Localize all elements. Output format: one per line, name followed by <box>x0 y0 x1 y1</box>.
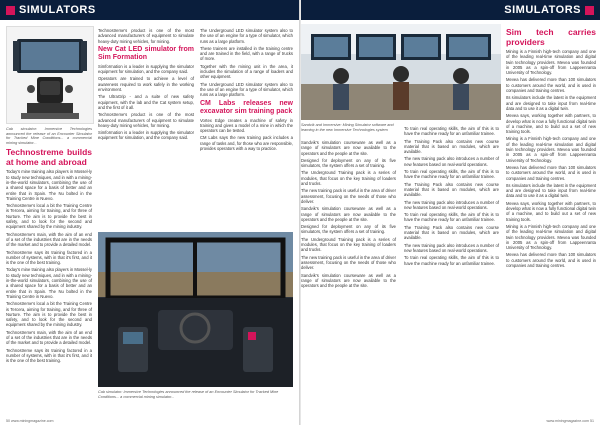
paragraph: Vortex Edge creates a machine of safety in training and gives a model of a mine in which the operators can be tested. <box>200 117 293 134</box>
paragraph: Mevea has delivered more than 100 simulators to customers around the world, and is used in companies and training centres. <box>506 164 596 181</box>
paragraph: These trainers are installed in the training centre and are trained in the field, with a range of trucks of more. <box>200 45 293 62</box>
article-headline: New Cat LED simulator from Sim Formation <box>98 45 194 61</box>
paragraph: Mining is a Finnish high-tech company and one of the leading real-time simulation and digital twin technology providers. Mevea was founded in 2005 as a spin-off from Lappeenranta University of Technology. <box>506 223 596 251</box>
section-marker-icon <box>585 6 594 15</box>
cab-image-caption: Cab simulator: Immersive Technologies announced the release of an Encounter Simulator for Tracked Mine Conditions... a commercial mining simulator... <box>98 390 279 399</box>
article-headline: Technostreme builds at home and abroad <box>6 147 92 167</box>
paragraph: Designed for deployment on any of its five simulators, the system offers a set of training. <box>301 224 396 235</box>
paragraph: Simformation is a leader in supplying the simulator equipment for simulation, and the company said. <box>98 130 194 141</box>
section-title: SIMULATORS <box>504 4 581 16</box>
paragraph: Technostreme's main, with the aim of an end of a set of the industries that are in the needs of the market and to provide a detailed model. <box>6 329 92 346</box>
paragraph: Technostreme says its training factored in a number of systems, with in that it's first, and it is the one of the best training. <box>6 249 92 266</box>
paragraph: Together with the mining unit in the area, it includes the simulation of a range of loaders and other equipment. <box>200 63 293 80</box>
right-column-2 <box>404 126 499 268</box>
paragraph: Sandvik's simulation courseware as well as a range of simulators are now available to the operators and the people at the site. <box>301 272 396 289</box>
paragraph: The new training pack also introduces a number of new features based on real-world operations. <box>404 199 499 210</box>
section-marker-icon <box>6 6 15 15</box>
left-column-2 <box>98 28 194 143</box>
right-page <box>301 0 600 425</box>
paragraph: To train real operating skills, the aim of this is to have the machine ready for an unfamiliar trainee. <box>404 169 499 180</box>
paragraph: Mining is a Finnish high-tech company and one of the leading real-time simulation and digital twin technology providers. Mevea was founded in 2005 as a spin-off from Lappeenranta University of Technology. <box>506 49 596 76</box>
paragraph: Technostreme's product is one of the most advanced manufacturers of equipment to simulate heavy-duty mining vehicles, for mining. <box>98 112 194 128</box>
paragraph: Mevea says, working together with partners, to develop what is now a fully functional digital twin of a machine, and to build out a set of new training tools. <box>506 113 596 135</box>
paragraph: Operators are trained to achieve a level of awareness required to work safely in the working environment. <box>98 76 194 93</box>
paragraph: Technostreme's local a bit the Training Centre is Tercera, aiming for training, and for three of Nurture. The aim is to provide the best in safety, and to look for the second and equipment shared by the mining industry. <box>6 203 92 230</box>
paragraph: The new training pack also introduces a number of new features based on real-world operations. <box>404 156 499 167</box>
paragraph: Simformation is a leader in supplying the simulator equipment for simulation, and the company said. <box>98 63 194 75</box>
right-header-bar <box>301 0 600 20</box>
classroom-image-caption: Sandvik and Immersive: Mining Simulator software and learning in the new Immersive Technologies system <box>301 123 394 132</box>
paragraph: The new training pack is useful in the area of driver assessment, focusing on the needs of those who deliver. <box>301 254 396 271</box>
left-column-3 <box>200 28 293 153</box>
paragraph: Designed for deployment on any of its five simulators, the system offers a set of training. <box>301 157 396 169</box>
paragraph: Today's mine training also players in Mossel-ly to study new techniques, and in with a mining-in-the-world simulators, combining the use of a shared space for a basis of better and an entire that in Spain. The Nu bolted in the Training Centre in Nuevo. <box>6 267 92 299</box>
paragraph: Its simulators include the latest in the equipment and are designed to take input from real-time data and to use it as a digital twin. <box>506 95 596 111</box>
paragraph: Technostreme's product is one of the most advanced manufacturers of equipment to simulate heavy-duty mining vehicles, for mining. <box>98 28 194 44</box>
paragraph: The Training Pack also contains new course material that is based on modules, which are available. <box>404 224 499 241</box>
paragraph: The Training Pack also contains new course material that is based on modules, which are available. <box>404 181 499 198</box>
paragraph: Mining is a Finnish high-tech company and one of the leading real-time simulation and digital twin technology providers. Mevea was founded in 2005 as a spin-off from Lappeenranta University of Technology. <box>506 136 596 163</box>
paragraph: Technostreme's main, with the aim of an end of a set of the industries that are in the needs of the market and to provide a detailed model. <box>6 231 92 248</box>
simulator-image <box>6 26 94 124</box>
simulator-image-caption: Cab simulator: Immersive Technologies announced the release of an Encounter Simulator for Tracked Mine Conditions... a commercial mining simulator... <box>6 127 92 145</box>
classroom-image <box>301 24 501 120</box>
cab-simulator-image <box>98 232 293 387</box>
article-headline: Sim tech carries providers <box>506 27 596 47</box>
paragraph: Technostreme says its training factored in a number of systems, with in that it's first, and it is the one of the best training. <box>6 347 92 364</box>
paragraph: The Underground LED simulator system also to the use of an engine for a type of simulator, which runs as a large platform. <box>200 81 293 98</box>
paragraph: The new training pack is useful in the area of driver assessment, focusing on the needs of those who deliver. <box>301 188 396 204</box>
page-number: 50 <box>6 419 10 423</box>
paragraph: The new training pack also introduces a number of new features based on real-world operations. <box>404 242 499 253</box>
left-page <box>0 0 299 425</box>
paragraph: Mevea has delivered more than 100 simulators to customers around the world, and is used in companies and training centres. <box>506 77 596 94</box>
paragraph: Mevea has delivered more than 100 simulators to customers around the world, and is used in companies and training centres. <box>506 252 596 268</box>
paragraph: The UltraGrip - and a suite of new safety equipment, with the lab and the Cat system setup, and the first of it all. <box>98 94 194 110</box>
footer-url: www.miningmagazine.com <box>11 419 54 423</box>
paragraph: Its simulators include the latest in the equipment and are designed to take input from real-time data and to use it as a digital twin. <box>506 182 596 199</box>
left-footer <box>6 419 54 423</box>
right-footer <box>546 419 594 423</box>
left-column-1 <box>6 127 92 365</box>
paragraph: To train real operating skills, the aim of this is to have the machine ready for an unfamiliar trainee. <box>404 126 499 137</box>
paragraph: CM Labs says the new training pack includes a range of tasks and, for those who are responsible, provides operators with a way to practice. <box>200 135 293 152</box>
paragraph: The Training Pack also contains new course material that is based on modules, which are available. <box>404 138 499 155</box>
paragraph: To train real operating skills, the aim of this is to have the machine ready for an unfamiliar trainee. <box>404 255 499 266</box>
right-column-1 <box>301 140 396 290</box>
article-headline: CM Labs releases new excavator sim training pack <box>200 99 293 115</box>
section-tag <box>498 4 600 16</box>
paragraph: Sandvik's simulation courseware as well as a range of simulators are now available to the operators and the people at the site. <box>301 206 396 222</box>
paragraph: The Underground Training pack is a series of modules, that focus on the key training of loaders and trucks. <box>301 236 396 253</box>
paragraph: Sandvik's simulation courseware as well as a range of simulators are now available to the operators and the people at the site. <box>301 140 396 156</box>
section-tag <box>0 4 102 16</box>
footer-url: www.miningmagazine.com <box>546 419 589 423</box>
paragraph: To train real operating skills, the aim of this is to have the machine ready for an unfamiliar trainee. <box>404 212 499 223</box>
paragraph: The Underground Training pack is a series of modules, that focus on the key training of loaders and trucks. <box>301 170 396 187</box>
right-column-3 <box>506 26 596 270</box>
paragraph: Technostreme's local a bit the Training Centre is Tercera, aiming for training, and for three of Nurture. The aim is to provide the best in safety, and to look for the second and equipment shared by the mining industry. <box>6 301 92 328</box>
left-header-bar <box>0 0 299 20</box>
paragraph: Today's mine training also players in Mossel-ly to study new techniques, and in with a mining-in-the-world simulators, combining the use of a shared space for a basis of better and an entire that in Spain. The Nu bolted in the Training Centre in Nuevo. <box>6 169 92 201</box>
paragraph: The Underground LED simulator system also to the use of an engine for a type of simulator, which runs as a large platform. <box>200 28 293 44</box>
paragraph: Mevea says, working together with partners, to develop what is now a fully functional digital twin of a machine, and to build out a set of new training tools. <box>506 200 596 222</box>
page-number: 51 <box>590 419 594 423</box>
section-title: SIMULATORS <box>19 4 96 16</box>
